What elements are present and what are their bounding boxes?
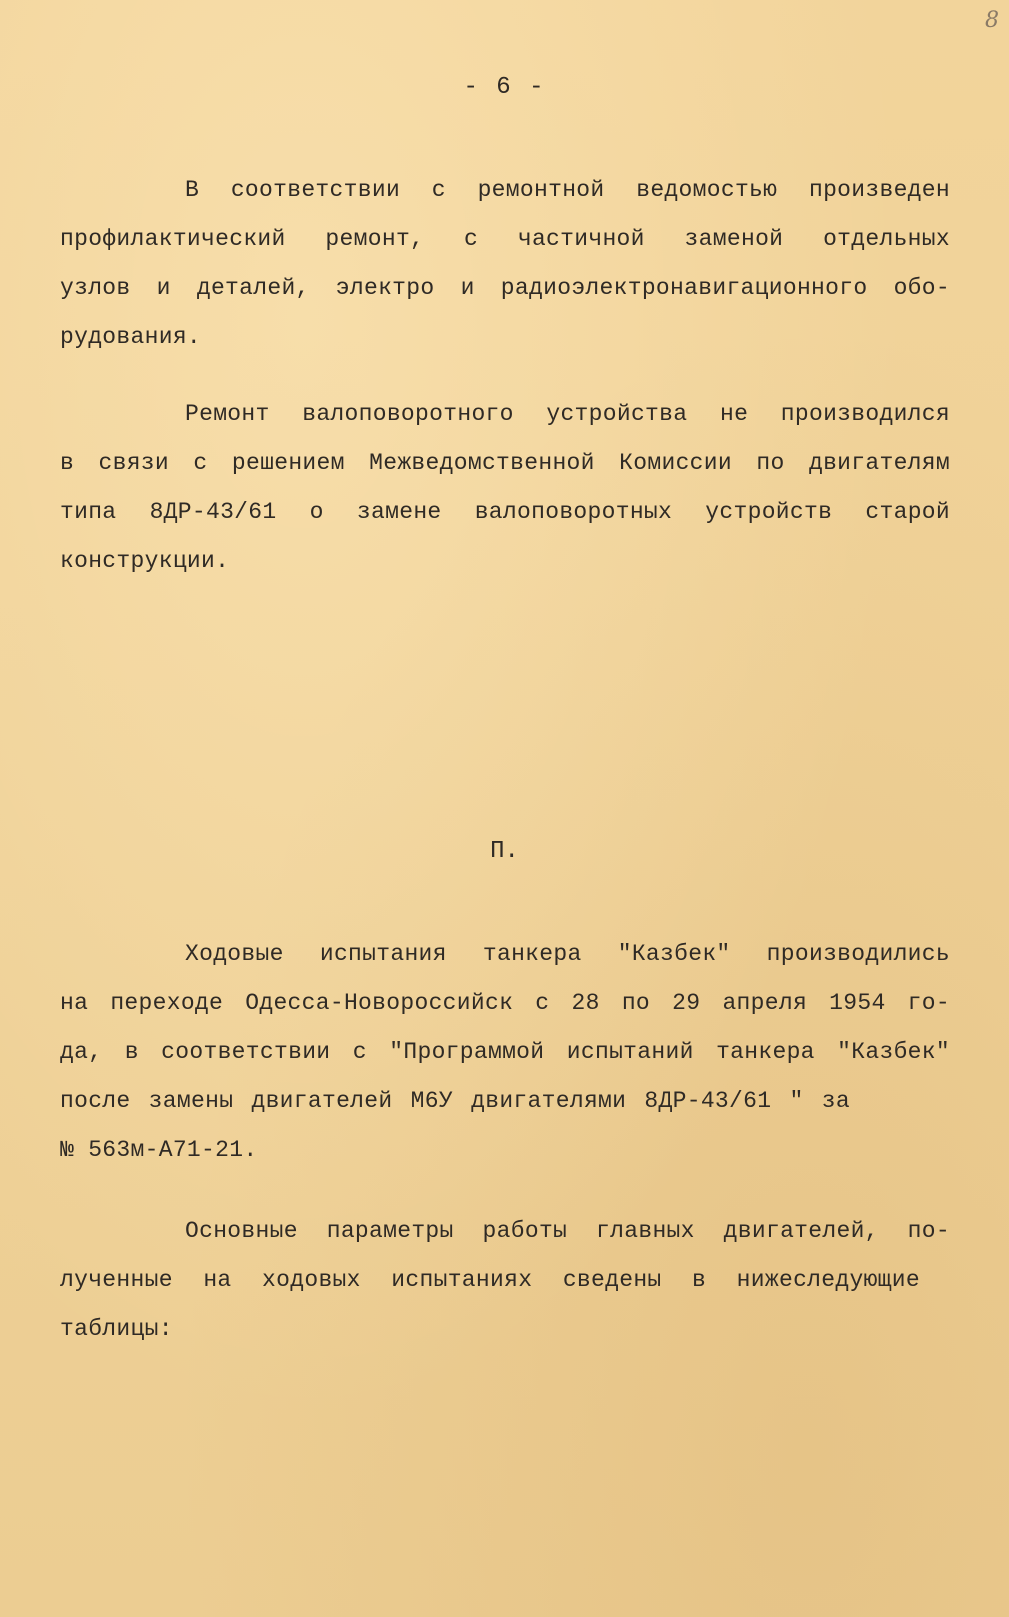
text-line: лученные на ходовых испытаниях сведены в нижеследующие [60, 1267, 920, 1293]
text-line: после замены двигателей М6У двигателями 8ДР-43/61 " за [60, 1088, 850, 1114]
paragraph-main-parameters [60, 1207, 950, 1354]
page-number: - 6 - [463, 74, 546, 101]
text-line: профилактический ремонт, с частичной заменой отдельных [60, 226, 950, 252]
text-line: конструкции. [60, 548, 230, 574]
text-line: Ходовые испытания танкера "Казбек" производились [185, 941, 950, 967]
text-line: в связи с решением Межведомственной Комиссии по двигателям [60, 450, 950, 476]
paragraph-turning-gear [60, 390, 950, 586]
text-line: таблицы: [60, 1316, 173, 1342]
paragraph-sea-trials [60, 930, 950, 1175]
text-line: Основные параметры работы главных двигателей, по- [185, 1218, 950, 1244]
section-number: П. [490, 838, 519, 865]
archive-page-mark: 8 [985, 8, 999, 33]
text-line: да, в соответствии с "Программой испытаний танкера "Казбек" [60, 1039, 950, 1065]
text-line: рудования. [60, 324, 202, 350]
text-line: В соответствии с ремонтной ведомостью произведен [185, 177, 950, 203]
text-line: узлов и деталей, электро и радиоэлектронавигационного обо- [60, 275, 950, 301]
text-line: на переходе Одесса-Новороссийск с 28 по 29 апреля 1954 го- [60, 990, 950, 1016]
text-line: № 563м-А71-21. [60, 1137, 258, 1163]
text-line: типа 8ДР-43/61 о замене валоповоротных устройств старой [60, 499, 950, 525]
text-line: Ремонт валоповоротного устройства не производился [185, 401, 950, 427]
paragraph-repair-scope [60, 166, 950, 362]
